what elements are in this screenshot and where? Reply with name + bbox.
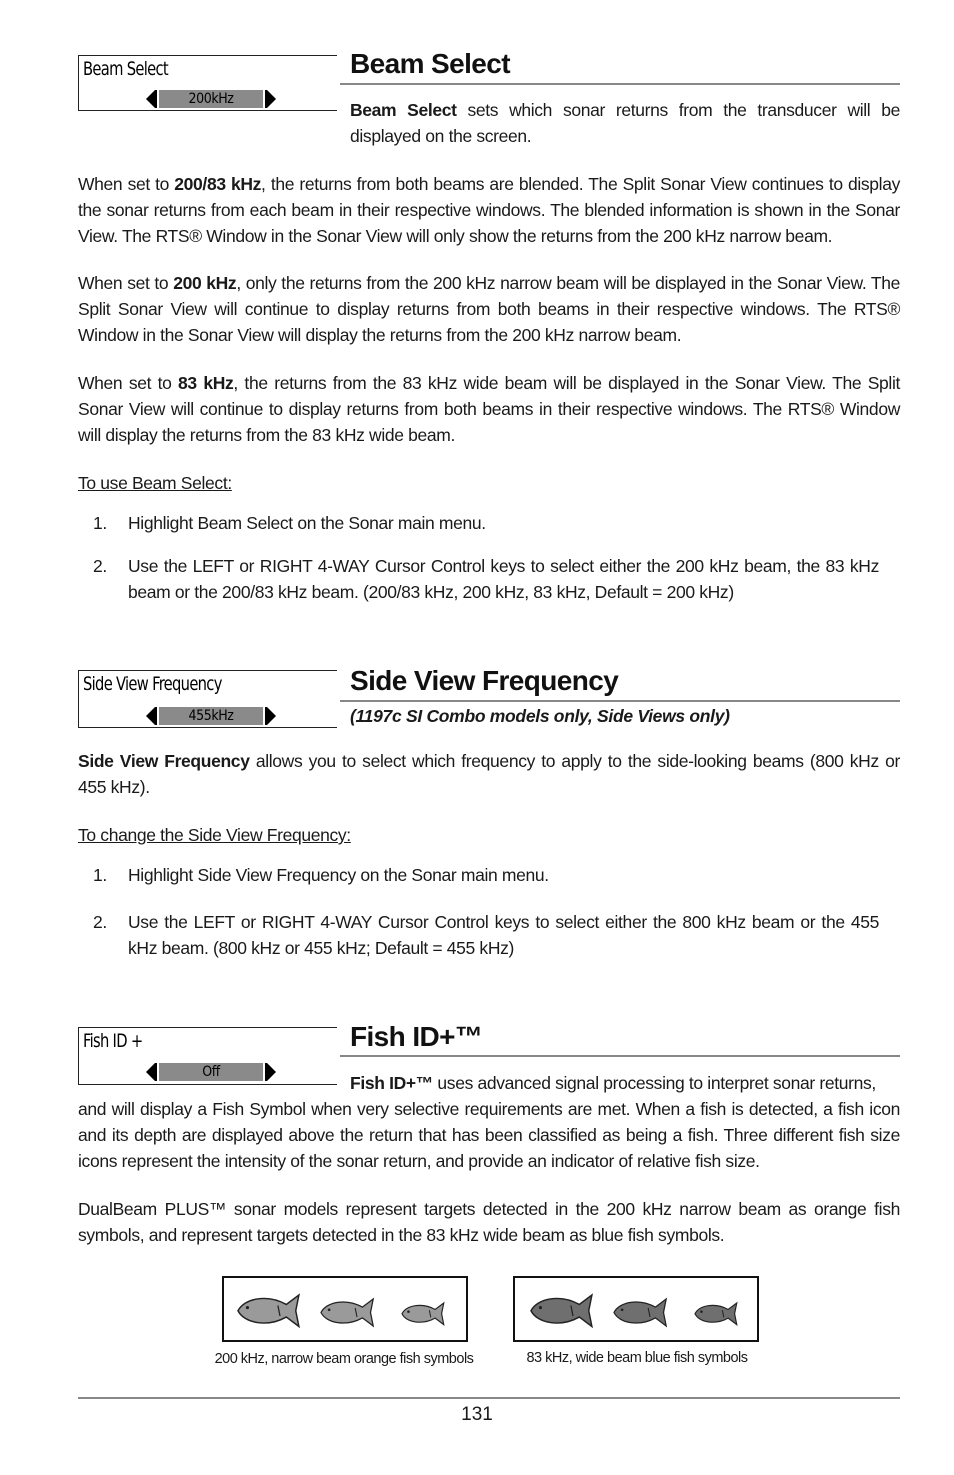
blue-fish-symbols-panel [513, 1276, 759, 1342]
side-view-frequency-howto-heading: To change the Side View Frequency: [78, 825, 351, 845]
right-arrow-icon [267, 90, 276, 108]
orange-fish-caption: 200 kHz, narrow beam orange fish symbols [214, 1351, 474, 1367]
side-view-frequency-menu-caption: Side View Frequency [83, 673, 222, 695]
fish-id-rule [340, 1055, 900, 1057]
left-arrow-icon [146, 1063, 155, 1081]
page-number: 131 [461, 1404, 493, 1425]
side-view-frequency-value: 455kHz [159, 707, 263, 725]
beam-select-menu-caption: Beam Select [83, 58, 168, 80]
fish-id-dualbeam-para: DualBeam PLUS™ sonar models represent targets detected in the 200 kHz narrow beam as orange fish symbols, and represent targets detected in the 83 kHz wide beam as blue fish symbols. [78, 1199, 900, 1245]
fish-small-icon [402, 1303, 444, 1325]
side-view-frequency-menu-widget [78, 670, 337, 728]
left-arrow-icon [146, 90, 155, 108]
beam-select-rule [340, 83, 900, 85]
side-view-frequency-step-2: 2. Use the LEFT or RIGHT 4-WAY Cursor Control keys to select either the 800 kHz beam or the 455 kHz beam. (800 kHz or 455 kHz; Default = 455 kHz) [93, 912, 879, 958]
blue-fish-caption: 83 kHz, wide beam blue fish symbols [526, 1350, 748, 1366]
side-view-frequency-value-selector [146, 706, 276, 726]
footer-rule [78, 1397, 900, 1399]
beam-select-howto-heading: To use Beam Select: [78, 473, 232, 493]
fish-medium-icon [321, 1299, 373, 1326]
fish-id-intro: Fish ID+™ uses advanced signal processing to interpret sonar returns, [350, 1073, 876, 1093]
side-view-frequency-rule [340, 700, 900, 702]
beam-select-para-200: When set to 200 kHz, only the returns from the 200 kHz narrow beam will be displayed in the Sonar View. The Split Sonar View will continue to display returns from both beams in their respective windows. The RTS® Window in the Sonar View will display the returns from the 200 kHz narrow beam. [78, 273, 901, 345]
fish-small-icon [695, 1303, 737, 1325]
beam-select-step-1: 1. Highlight Beam Select on the Sonar main menu. [93, 513, 486, 533]
blue-fish-symbols-figure [515, 1278, 757, 1340]
fish-id-title: Fish ID+™ [350, 1021, 483, 1052]
beam-select-value: 200kHz [159, 90, 263, 108]
beam-select-para-200-83: When set to 200/83 kHz, the returns from both beams are blended. The Split Sonar View continues to display the sonar returns from each beam in their respective windows. The blended information is shown in the Sonar View. The RTS® Window in the Sonar View will only show the returns from the 200 kHz narrow beam. [78, 174, 900, 246]
beam-select-title: Beam Select [350, 48, 510, 79]
beam-select-menu-widget [78, 55, 337, 111]
side-view-frequency-subtitle: (1197c SI Combo models only, Side Views only) [350, 706, 730, 726]
right-arrow-icon [267, 707, 276, 725]
fish-large-icon [238, 1295, 299, 1327]
fish-id-value: Off [159, 1063, 263, 1081]
orange-fish-symbols-panel [222, 1276, 468, 1342]
beam-select-para-83: When set to 83 kHz, the returns from the 83 kHz wide beam will be displayed in the Sonar View. The Split Sonar View will continue to display returns from both beams in their respective windows. The RTS® Window will display the returns from the 83 kHz wide beam. [78, 373, 901, 445]
side-view-frequency-title: Side View Frequency [350, 665, 619, 696]
fish-large-icon [531, 1295, 592, 1327]
fish-id-menu-caption: Fish ID + [83, 1030, 143, 1052]
side-view-frequency-para: Side View Frequency allows you to select which frequency to apply to the side-looking beams (800 kHz or 455 kHz). [78, 751, 900, 797]
fish-id-menu-widget [78, 1027, 337, 1085]
left-arrow-icon [146, 707, 155, 725]
fish-id-intro-continued: and will display a Fish Symbol when very selective requirements are met. When a fish is detected, a fish icon and its depth are displayed above the return that has been classified as being a fish. Three different fish size icons represent the intensity of the sonar return, and provide an indicator of relative fish size. [78, 1099, 900, 1171]
right-arrow-icon [267, 1063, 276, 1081]
beam-select-value-selector [146, 89, 276, 109]
fish-id-value-selector [146, 1062, 276, 1082]
orange-fish-symbols-figure [224, 1278, 466, 1340]
beam-select-step-2: 2. Use the LEFT or RIGHT 4-WAY Cursor Control keys to select either the 200 kHz beam, the 83 kHz beam or the 200/83 kHz beam. (200/83 kHz, 200 kHz, 83 kHz, Default = 200 kHz) [93, 556, 879, 602]
fish-medium-icon [614, 1299, 666, 1326]
side-view-frequency-step-1: 1. Highlight Side View Frequency on the Sonar main menu. [93, 865, 549, 885]
beam-select-intro: Beam Select sets which sonar returns from the transducer will be displayed on the screen. [350, 100, 900, 146]
